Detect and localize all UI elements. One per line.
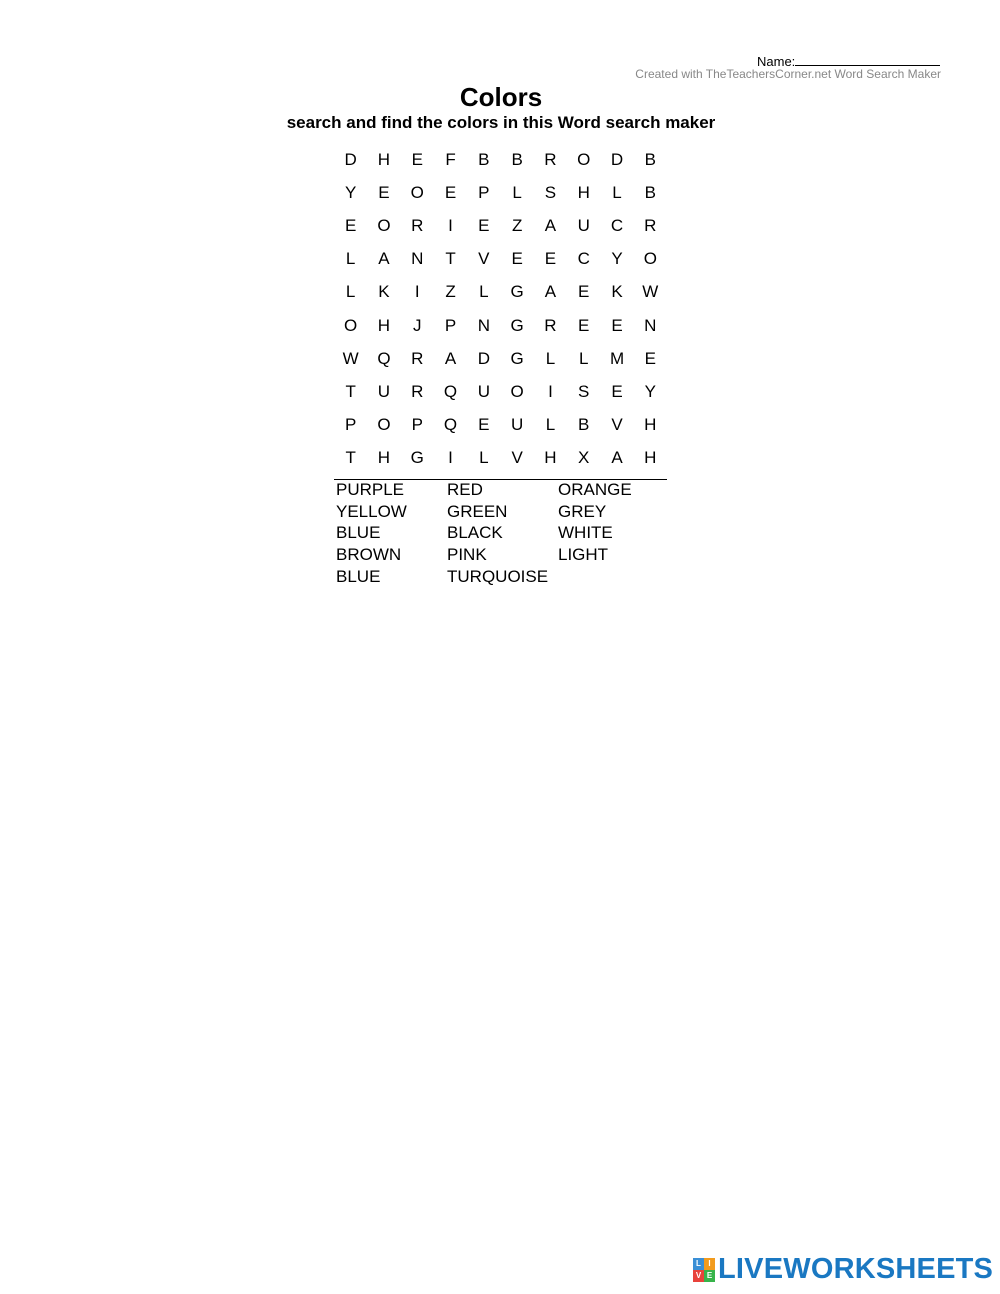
grid-row	[334, 176, 667, 209]
grid-cell[interactable]: Z	[445, 282, 456, 302]
grid-cell[interactable]: T	[445, 249, 456, 269]
grid-cell[interactable]: I	[448, 215, 453, 235]
grid-cell[interactable]: Z	[511, 215, 523, 235]
grid-cell[interactable]: C	[610, 215, 624, 235]
grid-cell[interactable]: B	[511, 149, 523, 169]
grid-cell[interactable]: F	[445, 149, 456, 169]
grid-cell[interactable]: P	[411, 415, 423, 435]
grid-cell[interactable]: H	[577, 182, 590, 202]
grid-cell[interactable]: E	[611, 315, 623, 335]
grid-cell[interactable]: U	[510, 415, 524, 435]
grid-cell[interactable]: O	[344, 315, 358, 335]
grid-cell[interactable]: L	[545, 415, 556, 435]
grid-cell[interactable]: C	[577, 249, 590, 269]
word-list-item: BLUE	[336, 566, 381, 586]
grid-cell[interactable]: P	[344, 415, 357, 435]
word-search-grid	[334, 143, 667, 480]
credit-line: Created with TheTeachersCorner.net Word Search Maker	[635, 67, 941, 81]
grid-cell[interactable]: V	[611, 415, 623, 435]
grid-cell[interactable]: A	[378, 249, 390, 269]
grid-cell[interactable]: T	[345, 448, 356, 468]
grid-cell[interactable]: R	[544, 149, 557, 169]
word-list-item: RED	[447, 480, 483, 499]
grid-cell[interactable]: L	[479, 448, 489, 468]
name-blank-line	[795, 53, 940, 66]
grid-cell[interactable]: N	[411, 249, 424, 269]
logo-icon-tile: V	[693, 1270, 704, 1282]
logo-icon-tile: I	[704, 1258, 715, 1270]
name-label: Name:	[757, 54, 796, 69]
grid-cell[interactable]: M	[609, 348, 625, 368]
grid-cell[interactable]: L	[512, 182, 522, 202]
grid-cell[interactable]: X	[578, 448, 590, 468]
grid-cell[interactable]: D	[610, 149, 624, 169]
word-list-item: ORANGE	[558, 480, 632, 499]
word-list-item: GREY	[558, 501, 607, 521]
word-list-item: BLUE	[336, 523, 381, 543]
word-list-item: PURPLE	[336, 480, 405, 499]
word-list-item: TURQUOISE	[447, 566, 549, 586]
grid-cell[interactable]: O	[377, 415, 391, 435]
grid-cell[interactable]: A	[544, 282, 557, 302]
grid-cell[interactable]: H	[644, 448, 657, 468]
grid-cell[interactable]: I	[548, 381, 553, 401]
grid-cell[interactable]: V	[478, 249, 490, 269]
grid-cell[interactable]: U	[577, 215, 590, 235]
grid-cell[interactable]: G	[510, 282, 524, 302]
grid-cell[interactable]: D	[477, 348, 490, 368]
grid-cell[interactable]: P	[478, 182, 490, 202]
grid-cell[interactable]: L	[345, 282, 356, 302]
word-list	[336, 479, 676, 587]
word-list-item: BLACK	[447, 523, 503, 543]
grid-row	[334, 375, 667, 408]
grid-cell[interactable]: E	[611, 381, 623, 401]
grid-cell[interactable]: E	[578, 315, 590, 335]
grid-cell[interactable]: E	[478, 415, 490, 435]
grid-cell[interactable]: R	[411, 348, 424, 368]
grid-cell[interactable]: O	[643, 249, 657, 269]
grid-cell[interactable]: A	[611, 448, 623, 468]
grid-cell[interactable]: D	[344, 149, 357, 169]
grid-cell[interactable]: B	[578, 415, 590, 435]
grid-cell[interactable]: E	[344, 215, 357, 235]
grid-cell[interactable]: S	[544, 182, 557, 202]
grid-cell[interactable]: J	[412, 315, 422, 335]
grid-cell[interactable]: L	[578, 348, 589, 368]
grid-cell[interactable]: E	[478, 215, 490, 235]
grid-cell[interactable]: B	[644, 149, 656, 169]
grid-cell[interactable]: Q	[443, 415, 458, 435]
grid-cell[interactable]: O	[577, 149, 591, 169]
grid-row	[334, 342, 667, 375]
grid-cell[interactable]: V	[511, 448, 523, 468]
liveworksheets-logo	[693, 1253, 993, 1286]
grid-row	[334, 243, 667, 276]
logo-icon-tile: E	[704, 1270, 715, 1282]
grid-cell[interactable]: L	[345, 249, 356, 269]
word-list-item: YELLOW	[336, 501, 407, 521]
grid-cell[interactable]: H	[377, 315, 391, 335]
grid-row	[334, 309, 667, 342]
grid-cell[interactable]: E	[644, 348, 656, 368]
grid-row	[334, 442, 667, 475]
grid-cell[interactable]: H	[544, 448, 557, 468]
grid-cell[interactable]: G	[510, 315, 524, 335]
logo-text: LIVEWORKSHEETS	[718, 1253, 994, 1285]
grid-cell[interactable]: Y	[344, 182, 357, 202]
liveworksheets-logo-icon	[693, 1258, 715, 1282]
grid-cell[interactable]: K	[378, 282, 390, 302]
grid-cell[interactable]: Y	[611, 249, 623, 269]
grid-cell[interactable]: R	[411, 215, 424, 235]
grid-cell[interactable]: Y	[644, 381, 656, 401]
grid-cell[interactable]: P	[444, 315, 457, 335]
word-list-item: WHITE	[558, 523, 613, 543]
word-list-item: BROWN	[336, 545, 402, 565]
grid-cell[interactable]: W	[342, 348, 359, 368]
grid-cell[interactable]: G	[510, 348, 524, 368]
grid-cell[interactable]: E	[411, 149, 423, 169]
grid-cell[interactable]: L	[612, 182, 622, 202]
grid-cell[interactable]: H	[377, 149, 391, 169]
grid-cell[interactable]: N	[644, 315, 657, 335]
grid-row	[334, 276, 667, 309]
grid-cell[interactable]: A	[544, 215, 557, 235]
grid-cell[interactable]: I	[448, 448, 453, 468]
page-subtitle: search and find the colors in this Word search maker	[286, 113, 716, 132]
grid-cell[interactable]: N	[477, 315, 490, 335]
grid-cell[interactable]: O	[510, 381, 524, 401]
grid-cell[interactable]: R	[544, 315, 557, 335]
grid-cell[interactable]: E	[578, 282, 590, 302]
grid-cell[interactable]: G	[410, 448, 424, 468]
grid-row	[334, 409, 667, 442]
word-list-item: LIGHT	[558, 545, 609, 565]
grid-cell[interactable]: E	[544, 249, 557, 269]
grid-cell[interactable]: B	[478, 149, 490, 169]
grid-row	[334, 209, 667, 242]
grid-cell[interactable]: W	[642, 282, 659, 302]
grid-cell[interactable]: S	[578, 381, 590, 401]
grid-cell[interactable]: E	[378, 182, 390, 202]
grid-cell[interactable]: O	[410, 182, 424, 202]
word-list-item: PINK	[447, 545, 487, 565]
grid-cell[interactable]: O	[377, 215, 391, 235]
grid-cell[interactable]: E	[511, 249, 523, 269]
grid-cell[interactable]: R	[644, 215, 657, 235]
grid-cell[interactable]: A	[444, 348, 457, 368]
page-title: Colors	[459, 82, 543, 112]
word-list-item: GREEN	[447, 501, 508, 521]
grid-cell[interactable]: U	[477, 381, 490, 401]
grid-cell[interactable]: H	[644, 415, 657, 435]
grid-cell[interactable]: U	[377, 381, 391, 401]
grid-cell[interactable]: K	[611, 282, 623, 302]
grid-cell[interactable]: Q	[377, 348, 391, 368]
grid-cell[interactable]: R	[411, 381, 424, 401]
grid-cell[interactable]: B	[644, 182, 656, 202]
grid-cell[interactable]: Q	[443, 381, 458, 401]
logo-icon-tile: L	[693, 1258, 704, 1270]
grid-cell[interactable]: H	[377, 448, 391, 468]
grid-cell[interactable]: E	[444, 182, 457, 202]
grid-cell[interactable]: L	[545, 348, 556, 368]
grid-cell[interactable]: T	[345, 381, 356, 401]
grid-row	[334, 143, 667, 176]
grid-cell[interactable]: I	[414, 282, 420, 302]
grid-cell[interactable]: L	[479, 282, 489, 302]
